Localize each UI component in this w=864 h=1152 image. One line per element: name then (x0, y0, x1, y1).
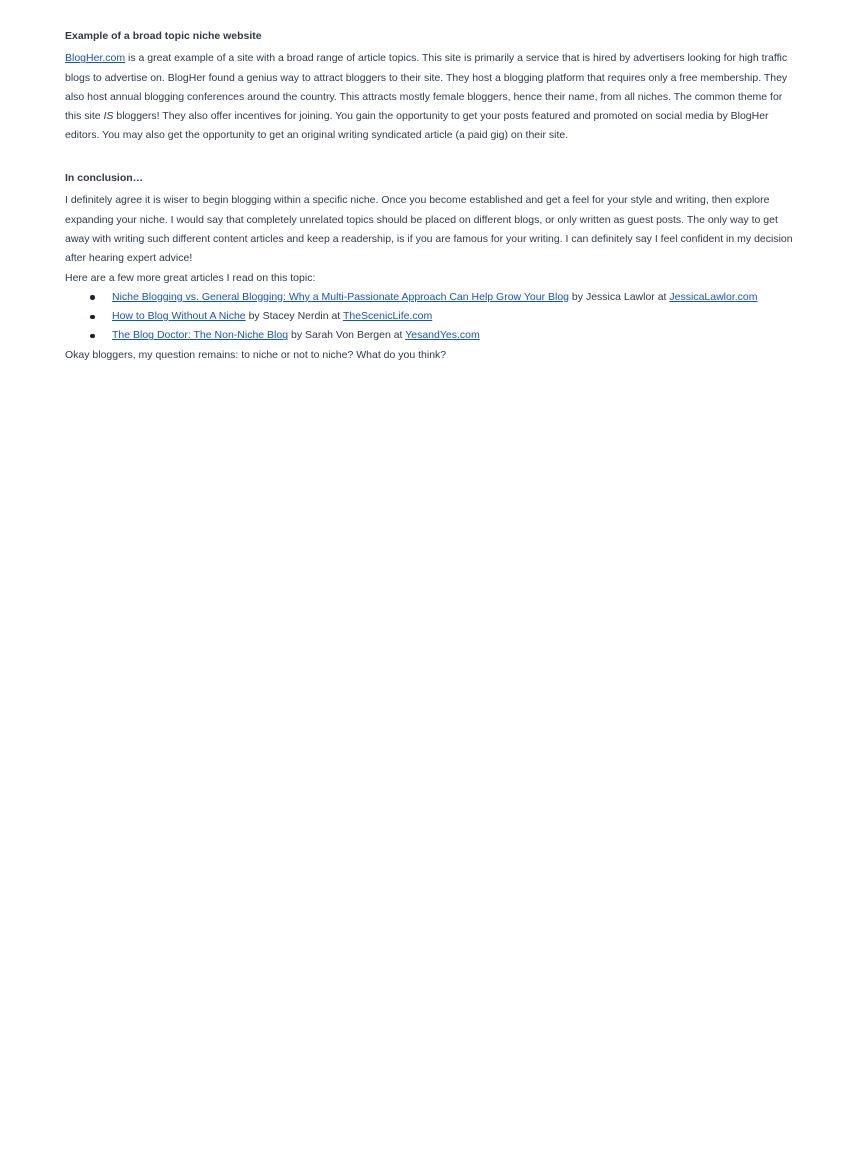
article-list-item (65, 307, 800, 326)
site-link-yesandyes[interactable]: YesandYes.com (405, 329, 480, 342)
bullet-icon (90, 295, 95, 300)
article-list-item (65, 288, 800, 307)
article-link-niche-vs-general[interactable]: Niche Blogging vs. General Blogging: Why a Multi-Passionate Approach Can Help Grow Your Blog (112, 290, 570, 303)
paragraph-blogher-text-2: bloggers! They also offer incentives for joining. You gain the opportunity to get your posts featured and promoted on social media by BlogHer editors. You may also get the opportunity to get an original writing syndicated article (a paid gig) on their site. (65, 110, 769, 142)
heading-broad-topic-example: Example of a broad topic niche website (65, 30, 262, 42)
bullet-icon (90, 334, 95, 339)
site-link-jessicalawlor[interactable]: JessicaLawlor.com (669, 290, 758, 303)
blogher-link[interactable]: BlogHer.com (65, 52, 126, 65)
paragraph-blogher-text-1: is a great example of a site with a broad range of article topics. This site is primarily a service that is hired by advertisers looking for high traffic blogs to advertise on. BlogHer found a genius way to attract bloggers to their site. They host a blogging platform that requires only a free membership. They also host annual blogging conferences around the country. This attracts mostly female bloggers, hence their name, from all niches. The common theme for this site (65, 52, 788, 123)
article-byline: by Sarah Von Bergen at (288, 329, 406, 342)
italic-is-word: IS (103, 110, 114, 123)
article-byline: by Jessica Lawlor at (569, 290, 670, 303)
article-byline: by Stacey Nerdin at (245, 310, 343, 323)
blank-line (65, 146, 800, 165)
list-intro-text: Here are a few more great articles I read on this topic: (65, 271, 316, 284)
paragraph-blogher (65, 49, 800, 145)
article-list (65, 288, 800, 346)
site-link-thesceniclife[interactable]: TheScenicLife.com (342, 310, 433, 323)
closing-question: Okay bloggers, my question remains: to niche or not to niche? What do you think? (65, 348, 447, 361)
article-link-blog-doctor[interactable]: The Blog Doctor: The Non-Niche Blog (112, 329, 289, 342)
article-link-blog-without-niche[interactable]: How to Blog Without A Niche (112, 310, 246, 323)
bullet-icon (90, 315, 95, 320)
article-list-item (65, 326, 800, 345)
document-page (0, 0, 864, 365)
heading-in-conclusion: In conclusion… (65, 172, 144, 185)
paragraph-conclusion: I definitely agree it is wiser to begin blogging within a specific niche. Once you become established and get a feel for your style and writing, then explore expanding your niche. I would say that completely unrelated topics should be placed on different blogs, or only written as guest posts. The only way to get away with writing such different content articles and keep a readership, is if you are famous for your writing. I can definitely say I feel confident in my decision after hearing expert advice! (65, 194, 793, 265)
